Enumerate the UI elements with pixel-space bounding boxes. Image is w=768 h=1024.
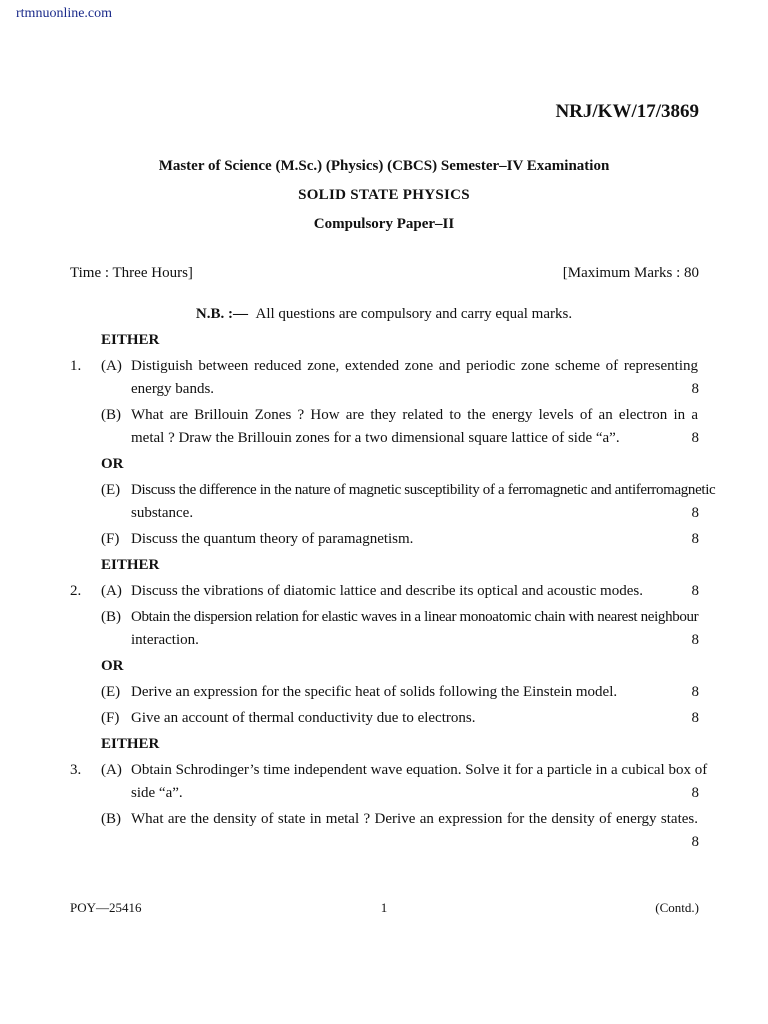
question-text: metal ? Draw the Brillouin zones for a two dimensional square lattice of side “a”. [131, 430, 620, 446]
footer-code: POY—25416 [70, 900, 142, 915]
nb-label: N.B. :— [195, 306, 248, 322]
marks: 8 [691, 834, 699, 850]
question-text: Obtain Schrodinger’s time independent wave equation. Solve it for a particle in a cubical box of [131, 762, 708, 778]
question-number: 1. [70, 358, 82, 374]
question-text: side “a”. [131, 785, 183, 801]
part-label: (A) [101, 358, 122, 374]
part-label: (B) [101, 811, 121, 827]
marks: 8 [691, 785, 699, 801]
or-label: OR [101, 456, 124, 472]
marks: 8 [691, 505, 699, 521]
page-number: 1 [380, 900, 388, 915]
continued-label: (Contd.) [655, 900, 699, 915]
marks: 8 [691, 684, 699, 700]
question-text: Discuss the vibrations of diatomic lattice and describe its optical and acoustic modes. [131, 583, 643, 599]
question-text: Discuss the quantum theory of paramagnetism. [131, 531, 414, 547]
paper-code: NRJ/KW/17/3869 [555, 101, 699, 122]
marks: 8 [691, 430, 699, 446]
question-text: substance. [131, 505, 194, 521]
paper-title: Compulsory Paper–II [313, 216, 455, 232]
part-label: (A) [101, 762, 122, 778]
part-label: (B) [101, 609, 121, 625]
part-label: (E) [101, 684, 121, 700]
part-label: (F) [101, 710, 120, 726]
part-label: (A) [101, 583, 122, 599]
question-text: Derive an expression for the specific heat of solids following the Einstein model. [131, 684, 618, 700]
question-number: 3. [70, 762, 82, 778]
question-number: 2. [70, 583, 82, 599]
question-text: energy bands. [131, 381, 215, 397]
subject-title: SOLID STATE PHYSICS [298, 187, 470, 203]
question-text: What are the density of state in metal ? Derive an expression for the density of energy states. [131, 811, 698, 827]
question-text: Distiguish between reduced zone, extended zone and periodic zone scheme of representing [131, 358, 698, 374]
exam-title: Master of Science (M.Sc.) (Physics) (CBCS) Semester–IV Examination [158, 158, 610, 174]
either-label: EITHER [101, 736, 160, 752]
or-label: OR [101, 658, 124, 674]
site-watermark: rtmnuonline.com [16, 6, 113, 21]
either-label: EITHER [101, 557, 160, 573]
question-text: Obtain the dispersion relation for elastic waves in a linear monoatomic chain with nearest neighbour [131, 609, 699, 625]
instructions [0, 306, 768, 323]
question-text: Discuss the difference in the nature of magnetic susceptibility of a ferromagnetic and antiferromagnetic [131, 482, 716, 498]
either-label: EITHER [101, 332, 160, 348]
part-label: (E) [101, 482, 121, 498]
time-allowed: Time : Three Hours] [70, 265, 193, 281]
marks: 8 [691, 583, 699, 599]
marks: 8 [691, 381, 699, 397]
question-text: interaction. [131, 632, 199, 648]
question-text: What are Brillouin Zones ? How are they related to the energy levels of an electron in a [131, 407, 698, 423]
marks: 8 [691, 531, 699, 547]
maximum-marks: [Maximum Marks : 80 [562, 265, 699, 281]
marks: 8 [691, 710, 699, 726]
marks: 8 [691, 632, 699, 648]
nb-text: All questions are compulsory and carry equal marks. [255, 306, 573, 322]
question-text: Give an account of thermal conductivity due to electrons. [131, 710, 476, 726]
part-label: (F) [101, 531, 120, 547]
part-label: (B) [101, 407, 121, 423]
